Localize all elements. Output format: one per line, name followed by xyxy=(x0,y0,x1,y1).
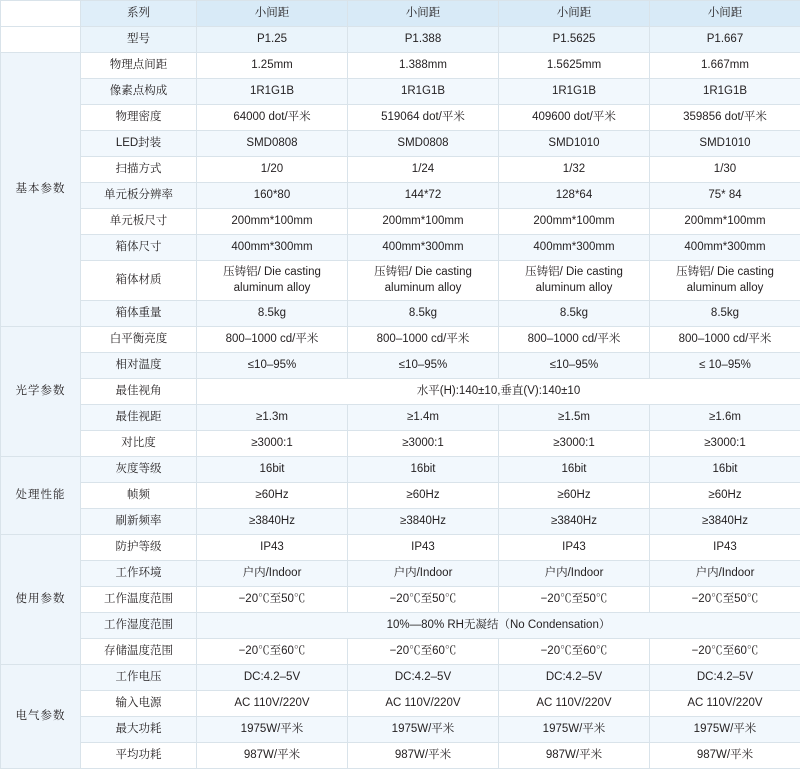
row-value: 144*72 xyxy=(348,183,499,209)
row-label: 白平衡亮度 xyxy=(81,327,197,353)
row-value: −20℃至60℃ xyxy=(197,639,348,665)
row-value: ≥3840Hz xyxy=(499,509,650,535)
corner-empty xyxy=(1,1,81,27)
row-value: 16bit xyxy=(348,457,499,483)
corner-empty xyxy=(1,27,81,53)
row-label: 对比度 xyxy=(81,431,197,457)
row-label: 工作环境 xyxy=(81,561,197,587)
table-row xyxy=(1,353,800,379)
table-row xyxy=(1,327,800,353)
row-value: −20℃至60℃ xyxy=(499,639,650,665)
group-label-5: 电气参数 xyxy=(1,665,81,769)
row-label: 存储温度范围 xyxy=(81,639,197,665)
table-row xyxy=(1,613,800,639)
row-value: ≥3000:1 xyxy=(197,431,348,457)
row-value: ≥1.4m xyxy=(348,405,499,431)
row-value: 户内/Indoor xyxy=(499,561,650,587)
row-value: 1/30 xyxy=(650,157,800,183)
row-value: SMD0808 xyxy=(197,131,348,157)
header-model-value: P1.388 xyxy=(348,27,499,53)
row-value: ≥3000:1 xyxy=(348,431,499,457)
table-row xyxy=(1,79,800,105)
row-value: 400mm*300mm xyxy=(348,235,499,261)
row-label: 单元板尺寸 xyxy=(81,209,197,235)
row-value: 128*64 xyxy=(499,183,650,209)
header-series-value: 小间距 xyxy=(197,1,348,27)
table-row xyxy=(1,261,800,301)
row-value: 压铸铝/ Die casting aluminum alloy xyxy=(499,261,650,301)
row-value: 800–1000 cd/平米 xyxy=(197,327,348,353)
table-row xyxy=(1,131,800,157)
row-value: DC:4.2–5V xyxy=(197,665,348,691)
row-value: AC 110V/220V xyxy=(348,691,499,717)
row-value-merged: 10%—80% RH无凝结（No Condensation） xyxy=(197,613,800,639)
row-label: 箱体材质 xyxy=(81,261,197,301)
table-row xyxy=(1,587,800,613)
group-label-4: 使用参数 xyxy=(1,535,81,665)
group-label-1: 基本参数 xyxy=(1,53,81,327)
row-value: 1975W/平米 xyxy=(650,717,800,743)
table-row xyxy=(1,743,800,769)
row-value: 1R1G1B xyxy=(197,79,348,105)
row-value: SMD0808 xyxy=(348,131,499,157)
row-value: 400mm*300mm xyxy=(499,235,650,261)
row-label: 物理点间距 xyxy=(81,53,197,79)
row-label: 刷新频率 xyxy=(81,509,197,535)
row-value: 压铸铝/ Die casting aluminum alloy xyxy=(197,261,348,301)
row-label: 工作电压 xyxy=(81,665,197,691)
table-row xyxy=(1,379,800,405)
table-row xyxy=(1,405,800,431)
table-row xyxy=(1,301,800,327)
table-row xyxy=(1,639,800,665)
row-value: 1/20 xyxy=(197,157,348,183)
row-label: 帧频 xyxy=(81,483,197,509)
row-value: −20℃至50℃ xyxy=(348,587,499,613)
row-label: 灰度等级 xyxy=(81,457,197,483)
row-label: 平均功耗 xyxy=(81,743,197,769)
header-series-value: 小间距 xyxy=(348,1,499,27)
row-value: ≥3840Hz xyxy=(348,509,499,535)
row-value: IP43 xyxy=(499,535,650,561)
row-value: 户内/Indoor xyxy=(650,561,800,587)
row-label: 工作湿度范围 xyxy=(81,613,197,639)
row-value: −20℃至50℃ xyxy=(499,587,650,613)
row-value: 200mm*100mm xyxy=(348,209,499,235)
row-value: ≤ 10–95% xyxy=(650,353,800,379)
row-value: 压铸铝/ Die casting aluminum alloy xyxy=(348,261,499,301)
row-value: IP43 xyxy=(650,535,800,561)
table-row xyxy=(1,509,800,535)
group-label-2: 光学参数 xyxy=(1,327,81,457)
header-series-value: 小间距 xyxy=(499,1,650,27)
row-value: 400mm*300mm xyxy=(197,235,348,261)
row-value: DC:4.2–5V xyxy=(348,665,499,691)
row-value: 户内/Indoor xyxy=(197,561,348,587)
table-row xyxy=(1,157,800,183)
row-label: 最佳视角 xyxy=(81,379,197,405)
row-value: 409600 dot/平米 xyxy=(499,105,650,131)
header-model-value: P1.5625 xyxy=(499,27,650,53)
row-value: 8.5kg xyxy=(197,301,348,327)
row-value: IP43 xyxy=(348,535,499,561)
group-label-3: 处理性能 xyxy=(1,457,81,535)
row-value: ≥60Hz xyxy=(650,483,800,509)
row-value: ≥60Hz xyxy=(197,483,348,509)
row-value: ≥1.3m xyxy=(197,405,348,431)
row-value: ≥60Hz xyxy=(348,483,499,509)
row-value: IP43 xyxy=(197,535,348,561)
row-value: 987W/平米 xyxy=(650,743,800,769)
row-label: 箱体重量 xyxy=(81,301,197,327)
row-value: ≥60Hz xyxy=(499,483,650,509)
table-row xyxy=(1,53,800,79)
row-value: 75* 84 xyxy=(650,183,800,209)
row-value: −20℃至60℃ xyxy=(650,639,800,665)
row-value: 800–1000 cd/平米 xyxy=(348,327,499,353)
row-label: LED封装 xyxy=(81,131,197,157)
table-row xyxy=(1,717,800,743)
row-value: 800–1000 cd/平米 xyxy=(499,327,650,353)
row-value: SMD1010 xyxy=(499,131,650,157)
row-value: ≤10–95% xyxy=(499,353,650,379)
row-label: 像素点构成 xyxy=(81,79,197,105)
row-label: 防护等级 xyxy=(81,535,197,561)
row-value: ≥1.5m xyxy=(499,405,650,431)
row-value: 987W/平米 xyxy=(348,743,499,769)
row-value: ≥1.6m xyxy=(650,405,800,431)
row-value: 1/24 xyxy=(348,157,499,183)
row-value: ≤10–95% xyxy=(197,353,348,379)
row-value: 8.5kg xyxy=(348,301,499,327)
row-label: 最佳视距 xyxy=(81,405,197,431)
row-value: AC 110V/220V xyxy=(499,691,650,717)
row-value: 1.25mm xyxy=(197,53,348,79)
table-row xyxy=(1,183,800,209)
row-value: 1.388mm xyxy=(348,53,499,79)
row-label: 输入电源 xyxy=(81,691,197,717)
row-label: 相对温度 xyxy=(81,353,197,379)
row-value: 8.5kg xyxy=(650,301,800,327)
table-row xyxy=(1,665,800,691)
header-model-value: P1.667 xyxy=(650,27,800,53)
row-value: 160*80 xyxy=(197,183,348,209)
row-value: 16bit xyxy=(499,457,650,483)
row-value: 200mm*100mm xyxy=(650,209,800,235)
row-value: SMD1010 xyxy=(650,131,800,157)
row-value: −20℃至50℃ xyxy=(197,587,348,613)
row-label: 物理密度 xyxy=(81,105,197,131)
row-value: ≥3840Hz xyxy=(197,509,348,535)
table-row xyxy=(1,535,800,561)
table-row xyxy=(1,561,800,587)
header-label-series: 系列 xyxy=(81,1,197,27)
row-value: AC 110V/220V xyxy=(650,691,800,717)
row-value: 400mm*300mm xyxy=(650,235,800,261)
row-value: 1.667mm xyxy=(650,53,800,79)
table-row xyxy=(1,431,800,457)
header-label-model: 型号 xyxy=(81,27,197,53)
table-row xyxy=(1,691,800,717)
row-value: 987W/平米 xyxy=(499,743,650,769)
row-value: −20℃至50℃ xyxy=(650,587,800,613)
row-value-merged: 水平(H):140±10,垂直(V):140±10 xyxy=(197,379,800,405)
row-value: 16bit xyxy=(197,457,348,483)
table-row xyxy=(1,457,800,483)
header-series-value: 小间距 xyxy=(650,1,800,27)
row-value: 1975W/平米 xyxy=(499,717,650,743)
header-model-value: P1.25 xyxy=(197,27,348,53)
table-row xyxy=(1,105,800,131)
row-value: 64000 dot/平米 xyxy=(197,105,348,131)
row-value: 200mm*100mm xyxy=(499,209,650,235)
row-value: 16bit xyxy=(650,457,800,483)
row-value: ≤10–95% xyxy=(348,353,499,379)
row-value: ≥3840Hz xyxy=(650,509,800,535)
row-value: 200mm*100mm xyxy=(197,209,348,235)
row-value: 1.5625mm xyxy=(499,53,650,79)
row-value: 户内/Indoor xyxy=(348,561,499,587)
row-label: 箱体尺寸 xyxy=(81,235,197,261)
row-value: 1975W/平米 xyxy=(348,717,499,743)
row-value: DC:4.2–5V xyxy=(499,665,650,691)
row-label: 最大功耗 xyxy=(81,717,197,743)
table-row xyxy=(1,209,800,235)
row-value: 1/32 xyxy=(499,157,650,183)
row-value: 987W/平米 xyxy=(197,743,348,769)
row-value: ≥3000:1 xyxy=(650,431,800,457)
row-value: 359856 dot/平米 xyxy=(650,105,800,131)
row-value: 519064 dot/平米 xyxy=(348,105,499,131)
table-header-row-series xyxy=(1,1,800,27)
row-label: 工作温度范围 xyxy=(81,587,197,613)
row-value: 1R1G1B xyxy=(348,79,499,105)
row-value: 1R1G1B xyxy=(499,79,650,105)
row-value: 800–1000 cd/平米 xyxy=(650,327,800,353)
row-value: −20℃至60℃ xyxy=(348,639,499,665)
table-row xyxy=(1,483,800,509)
row-value: 8.5kg xyxy=(499,301,650,327)
table-row xyxy=(1,235,800,261)
row-value: AC 110V/220V xyxy=(197,691,348,717)
row-value: ≥3000:1 xyxy=(499,431,650,457)
row-label: 单元板分辨率 xyxy=(81,183,197,209)
row-value: 1975W/平米 xyxy=(197,717,348,743)
row-value: DC:4.2–5V xyxy=(650,665,800,691)
row-value: 压铸铝/ Die casting aluminum alloy xyxy=(650,261,800,301)
table-header-row-model xyxy=(1,27,800,53)
row-label: 扫描方式 xyxy=(81,157,197,183)
row-value: 1R1G1B xyxy=(650,79,800,105)
